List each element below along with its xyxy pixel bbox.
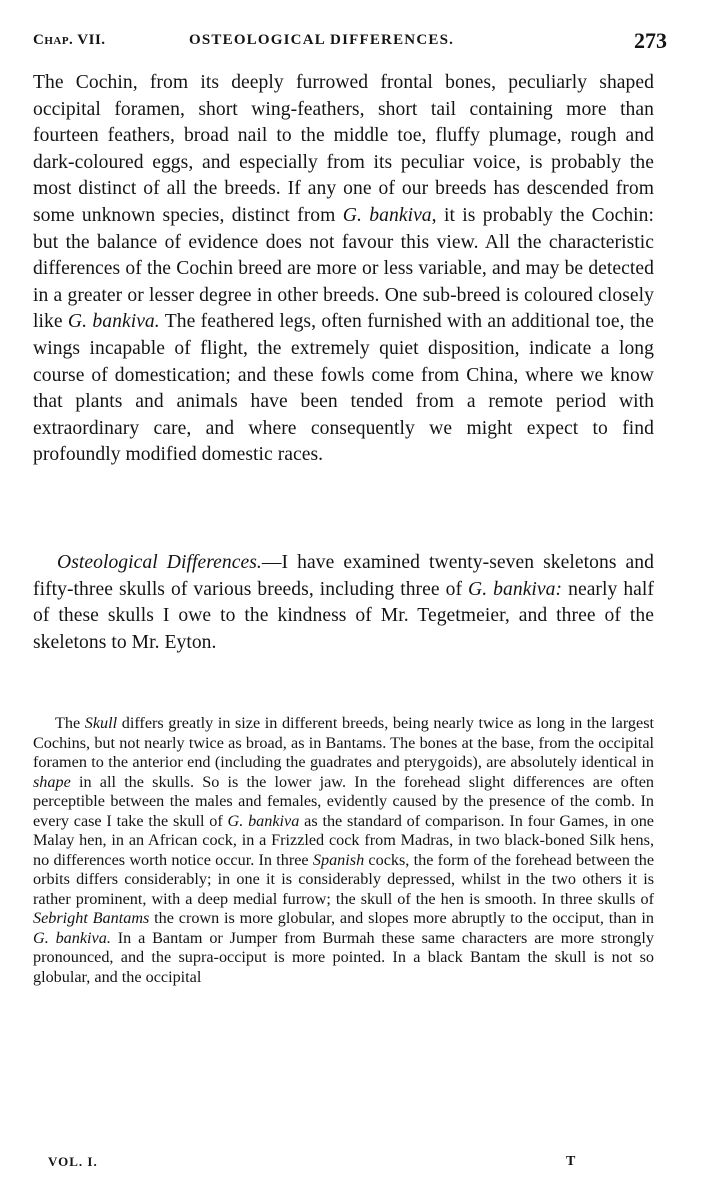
paragraph-text: differs greatly in size in different breeds, being nearly twice as long in the largest Cochins, but not nearly twice as broad, as in Bantams. The bones at the base, from the occipital foramen to the anterior end (including the guadrates and pterygoids), are absolutely identical in <box>33 714 654 771</box>
species-name: G. bankiva: <box>468 578 563 600</box>
paragraph-text: the crown is more globular, and slopes more abruptly to the occiput, than in <box>149 909 655 927</box>
italic-term: shape <box>33 772 71 791</box>
paragraph-text: in all the skulls. So is the lower jaw. In the forehead slight differences are often perceptible between the males and females, evidently caused by the presence of the comb. In every case I take the skull of <box>33 772 654 830</box>
paragraph-skull <box>33 714 654 987</box>
italic-term: Skull <box>84 714 118 732</box>
signature-mark: T <box>566 1154 576 1169</box>
paragraph-text: The feathered legs, often furnished with an additional toe, the wings incapable of flight, the extremely quiet disposition, indicate a long course of domestication; and these fowls come from China, where we know that plants and animals have been tended from a remote period with extraordinary care, and where consequently we might expect to find profoundly modified domestic races. <box>33 311 654 466</box>
paragraph-text: cocks, the form of the forehead between the orbits differs considerably; in one it is considerably depressed, whilst in the two others it is rather prominent, with a deep medial furrow; the skull of the hen is smooth. In three skulls of <box>33 850 654 908</box>
paragraph-text: —I have examined twenty-seven skeletons and fifty-three skulls of various breeds, including three of <box>33 552 654 600</box>
section-heading: Osteological Differences. <box>57 552 262 573</box>
species-name: G. bankiva. <box>33 928 111 947</box>
page-number: 273 <box>634 28 667 53</box>
page-footer <box>0 1154 708 1174</box>
paragraph-text: as the standard of comparison. In four Games, in one Malay hen, in an African cock, in a Frizzled cock from Madras, in two black-boned Silk hens, no differences worth notice occur. In three <box>33 811 654 869</box>
paragraph-text: The Cochin, from its deeply furrowed frontal bones, peculiarly shaped occipital foramen, short wing-feathers, short tail containing more than fourteen feathers, broad nail to the middle toe, fluffy plumage, rough and dark-coloured eggs, and especially from its peculiar voice, is probably the most distinct of all the breeds. If any one of our breeds has descended from some unknown species, distinct from <box>33 72 654 226</box>
paragraph-text: The <box>55 714 85 732</box>
running-title: OSTEOLOGICAL DIFFERENCES. <box>189 32 455 48</box>
paragraph-text: nearly half of these skulls I owe to the kindness of Mr. Tegetmeier, and three of the skeletons to Mr. Eyton. <box>33 578 654 653</box>
paragraph-text: , it is probably the Cochin: but the balance of evidence does not favour this view. All the characteristic differences of the Cochin breed are more or less variable, and may be detected in a greater or lesser degree in other breeds. One sub-breed is coloured closely like <box>33 204 654 333</box>
running-header <box>33 28 666 58</box>
species-name: G. bankiva <box>227 811 300 830</box>
paragraph-osteological <box>33 550 654 656</box>
volume-label: VOL. I. <box>48 1154 98 1169</box>
paragraph-cochin <box>33 70 654 469</box>
breed-name: Spanish <box>312 850 365 869</box>
chapter-label: Chap. VII. <box>33 32 106 48</box>
breed-name: Sebright Bantams <box>33 909 150 927</box>
paragraph-text: In a Bantam or Jumper from Burmah these same characters are more strongly pronounced, and the supra-occiput is more pointed. In a black Bantam the skull is not so globular, and the occipital <box>33 928 654 986</box>
species-name: G. bankiva <box>342 204 432 226</box>
species-name: G. bankiva. <box>67 311 160 333</box>
